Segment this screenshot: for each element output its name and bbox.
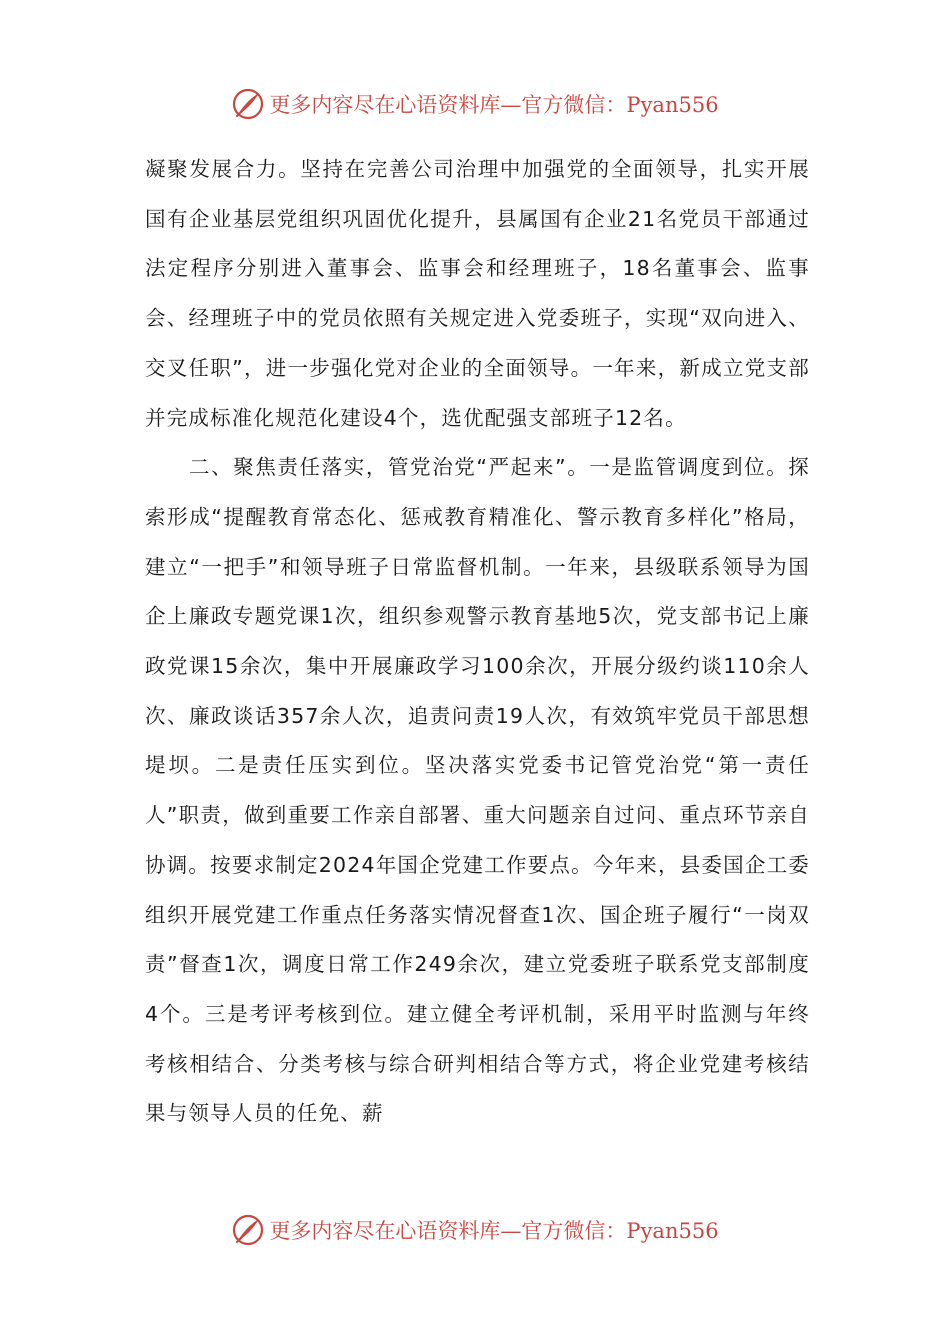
footer-watermark <box>0 1208 950 1252</box>
paragraph-section-two: 二、聚焦责任落实，管党治党“严起来”。一是监管调度到位。探索形成“提醒教育常态化、惩戒教育精准化、警示教育多样化”格局，建立“一把手”和领导班子日常监督机制。一年来，县级联系领导为国企上廉政专题党课1次，组织参观警示教育基地5次，党支部书记上廉政党课15余次，集中开展廉政学习100余次，开展分级约谈110余人次、廉政谈话357余人次，追责问责19人次，有效筑牢党员干部思想堤坝。二是责任压实到位。坚决落实党委书记管党治党“第一责任人”职责，做到重要工作亲自部署、重大问题亲自过问、重点环节亲自协调。按要求制定2024年国企党建工作要点。今年来，县委国企工委组织开展党建工作重点任务落实情况督查1次、国企班子履行“一岗双责”督查1次，调度日常工作249余次，建立党委班子联系党支部制度4个。三是考评考核到位。建立健全考评机制，采用平时监测与年终考核相结合、分类考核与综合研判相结合等方式，将企业党建考核结果与领导人员的任免、薪 <box>145 455 810 1126</box>
paragraph-continuation: 凝聚发展合力。坚持在完善公司治理中加强党的全面领导，扎实开展国有企业基层党组织巩固优化提升，县属国有企业21名党员干部通过法定程序分别进入董事会、监事会和经理班子，18名董事会、监事会、经理班子中的党员依照有关规定进入党委班子，实现“双向进入、交叉任职”，进一步强化党对企业的全面领导。一年来，新成立党支部并完成标准化规范化建设4个，选优配强支部班子12名。 <box>145 157 810 430</box>
quill-pen-logo-icon <box>231 1213 265 1247</box>
watermark-text: 更多内容尽在心语资料库—官方微信：Pyan556 <box>269 1219 719 1243</box>
watermark-text: 更多内容尽在心语资料库—官方微信：Pyan556 <box>269 93 719 117</box>
document-body <box>145 145 810 1139</box>
quill-pen-logo-icon <box>231 87 265 121</box>
header-watermark <box>0 82 950 126</box>
